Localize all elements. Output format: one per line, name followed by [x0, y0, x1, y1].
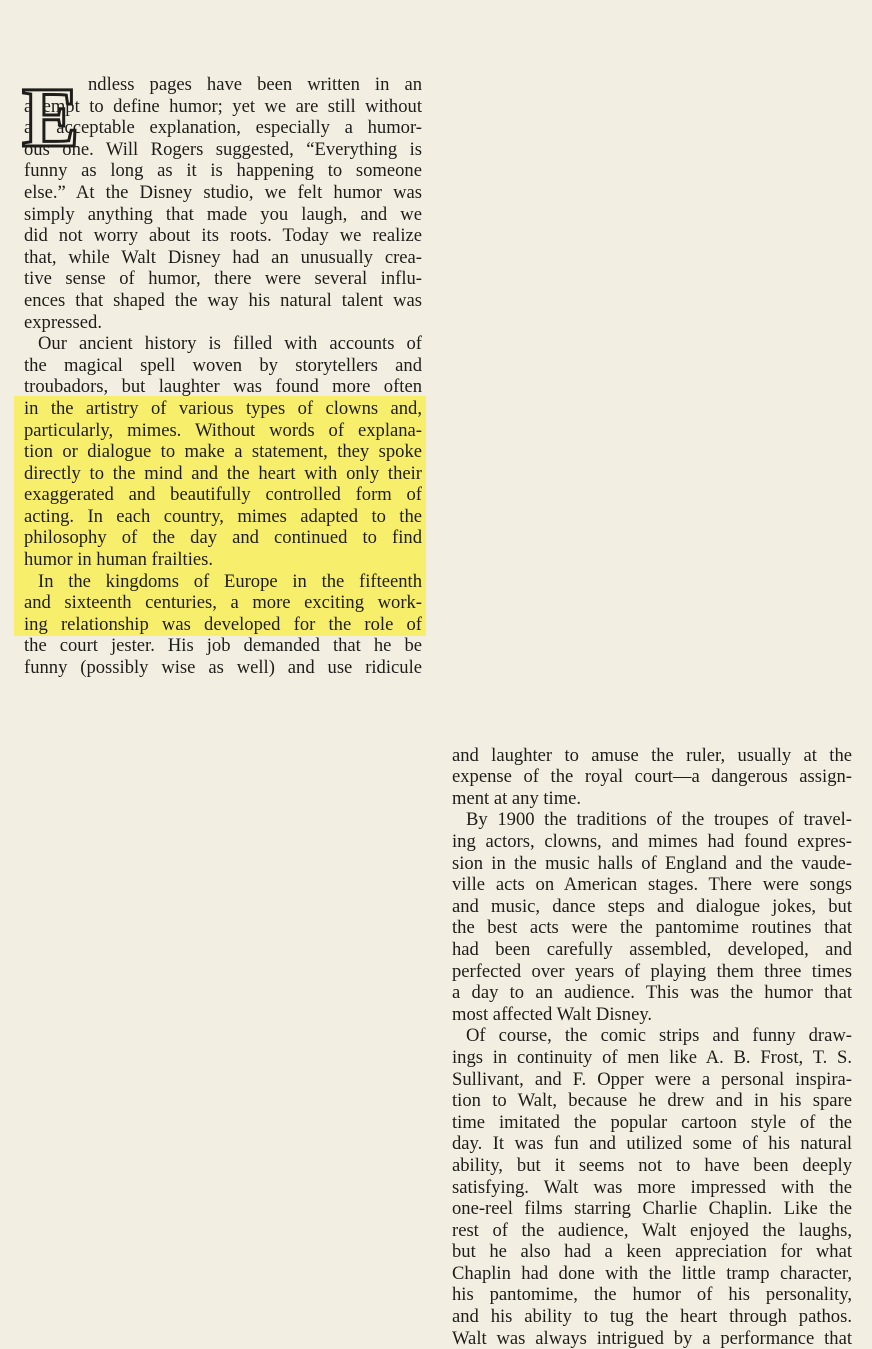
text-line: else.” At the Disney studio, we felt humor was: [24, 181, 422, 203]
text-line: troubadors, but laughter was found more often: [24, 376, 422, 398]
text-line: his pantomime, the humor of his personality,: [452, 1284, 852, 1306]
text-line: tion or dialogue to make a statement, they spoke: [24, 441, 422, 463]
text-line: one-reel films starring Charlie Chaplin. Like the: [452, 1198, 852, 1220]
text-line: that, while Walt Disney had an unusually crea-: [24, 246, 422, 268]
text-line: funny as long as it is happening to someone: [24, 160, 422, 182]
text-line: in the artistry of various types of clowns and,: [24, 397, 422, 419]
text-line: simply anything that made you laugh, and we: [24, 203, 422, 225]
text-line: time imitated the popular cartoon style of the: [452, 1111, 852, 1133]
text-line: the best acts were the pantomime routines that: [452, 917, 852, 939]
text-line: exaggerated and beautifully controlled form of: [24, 484, 422, 506]
drop-cap-letter: [18, 76, 88, 154]
text-line: philosophy of the day and continued to find: [24, 527, 422, 549]
text-line: ing relationship was developed for the role of: [24, 613, 422, 635]
text-line: ville acts on American stages. There were songs: [452, 874, 852, 896]
text-line: Walt was always intrigued by a performance that: [452, 1327, 852, 1349]
text-line: sion in the music halls of England and the vaude-: [452, 852, 852, 874]
text-line: particularly, mimes. Without words of explana-: [24, 419, 422, 441]
right-column: [452, 745, 852, 1349]
text-line: Of course, the comic strips and funny draw-: [466, 1025, 852, 1047]
text-line: satisfying. Walt was more impressed with the: [452, 1176, 852, 1198]
text-line: expense of the royal court—a dangerous assign-: [452, 766, 852, 788]
text-line: rest of the audience, Walt enjoyed the laughs,: [452, 1219, 852, 1241]
left-column: [24, 74, 422, 679]
text-line: Chaplin had done with the little tramp character,: [452, 1262, 852, 1284]
text-line: but he also had a keen appreciation for what: [452, 1241, 852, 1263]
text-line: ment at any time.: [452, 787, 582, 809]
text-line: In the kingdoms of Europe in the fifteenth: [38, 570, 422, 592]
text-line: did not worry about its roots. Today we realize: [24, 225, 422, 247]
text-line: attempt to define humor; yet we are still without: [24, 95, 422, 117]
text-line: Our ancient history is filled with accounts of: [38, 333, 422, 355]
text-line: perfected over years of playing them three times: [452, 960, 852, 982]
text-line: tive sense of humor, there were several influ-: [24, 268, 422, 290]
text-line: had been carefully assembled, developed, and: [452, 938, 852, 960]
text-line: humor in human frailties.: [24, 549, 213, 571]
text-line: directly to the mind and the heart with only their: [24, 462, 422, 484]
text-line: ndless pages have been written in an: [88, 74, 422, 95]
text-line: day. It was fun and utilized some of his natural: [452, 1133, 852, 1155]
text-line: By 1900 the traditions of the troupes of travel-: [466, 809, 852, 831]
text-line: Sullivant, and F. Opper were a personal inspira-: [452, 1068, 852, 1090]
text-line: most affected Walt Disney.: [452, 1003, 653, 1025]
text-line: and music, dance steps and dialogue jokes, but: [452, 895, 852, 917]
text-line: ences that shaped the way his natural talent was: [24, 289, 422, 311]
drop-cap-glyph: E: [22, 76, 80, 154]
text-line: the magical spell woven by storytellers and: [24, 354, 422, 376]
text-line: ous one. Will Rogers suggested, “Everything is: [24, 138, 422, 160]
text-line: expressed.: [24, 311, 102, 333]
text-line: and his ability to tug the heart through pathos.: [452, 1306, 852, 1328]
text-line: and laughter to amuse the ruler, usually at the: [452, 744, 852, 766]
text-line: ability, but it seems not to have been deeply: [452, 1154, 852, 1176]
text-line: acting. In each country, mimes adapted to the: [24, 505, 422, 527]
text-line: an acceptable explanation, especially a humor-: [24, 117, 422, 139]
text-line: the court jester. His job demanded that he be: [24, 635, 422, 657]
text-line: ings in continuity of men like A. B. Frost, T. S.: [452, 1046, 852, 1068]
text-line: tion to Walt, because he drew and in his spare: [452, 1090, 852, 1112]
text-line: and sixteenth centuries, a more exciting work-: [24, 592, 422, 614]
text-line: a day to an audience. This was the humor that: [452, 982, 852, 1004]
text-line: funny (possibly wise as well) and use ridicule: [24, 657, 422, 679]
text-line: ing actors, clowns, and mimes had found expres-: [452, 831, 852, 852]
